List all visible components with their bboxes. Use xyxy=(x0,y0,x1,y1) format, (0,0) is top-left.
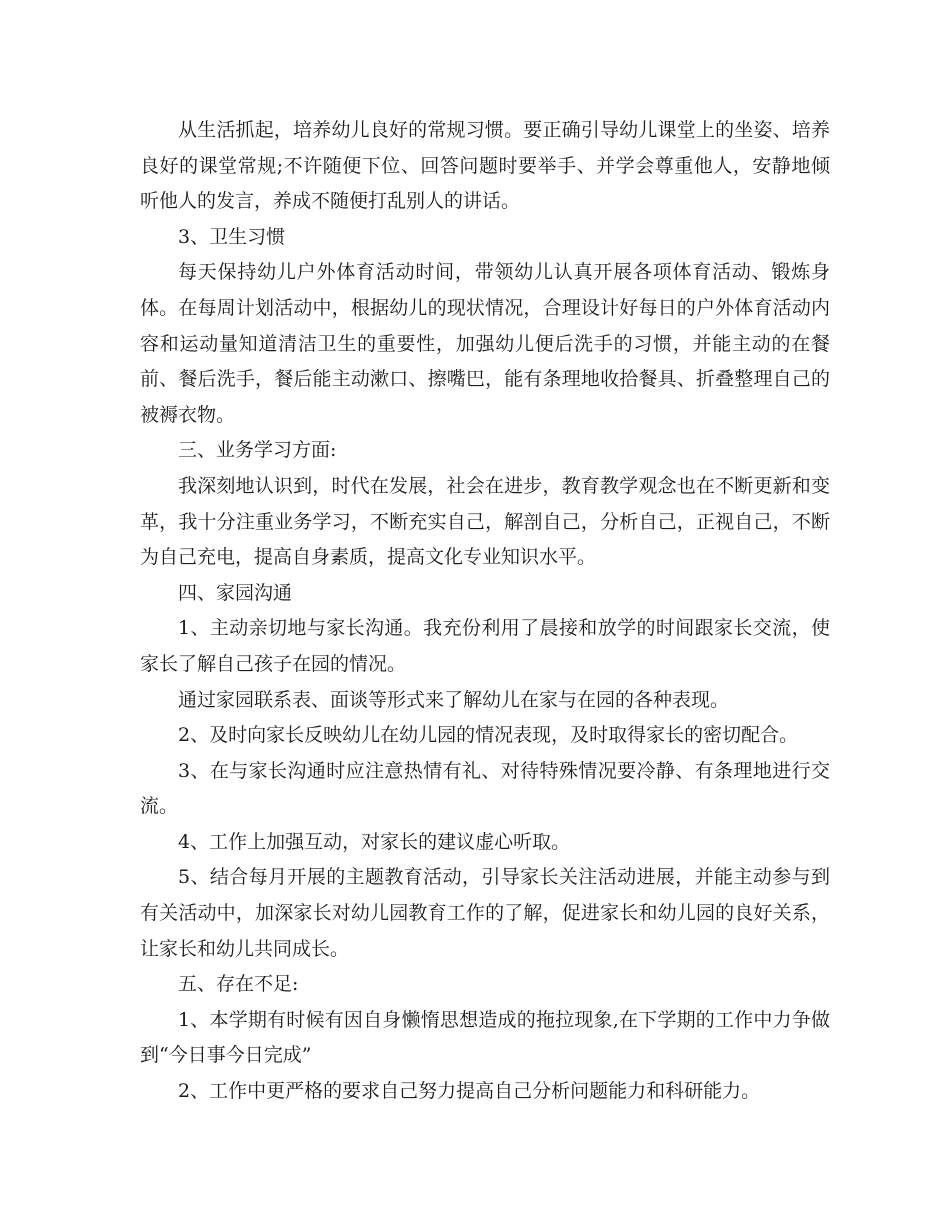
paragraph-communication-5: 5、结合每月开展的主题教育活动，引导家长关注活动进展，并能主动参与到有关活动中，加深家长对幼儿园教育工作的了解，促进家长和幼儿园的良好关系，让家长和幼儿共同成长。 xyxy=(140,866,830,960)
paragraph-hygiene: 每天保持幼儿户外体育活动时间，带领幼儿认真开展各项体育活动、锻炼身体。在每周计划活动中，根据幼儿的现状情况，合理设计好每日的户外体育活动内容和运动量知道清洁卫生的重要性，加强幼儿便后洗手的习惯，并能主动的在餐前、餐后洗手，餐后能主动漱口、擦嘴巴，能有条理地收拾餐具、折叠整理自己的被褥衣物。 xyxy=(140,261,830,426)
heading-home-school-communication: 四、家园沟通 xyxy=(178,581,293,604)
paragraph-communication-4: 4、工作上加强互动，对家长的建议虚心听取。 xyxy=(178,830,571,853)
heading-professional-study: 三、业务学习方面: xyxy=(178,439,337,462)
heading-hygiene-habits: 3、卫生习惯 xyxy=(178,225,286,248)
paragraph-communication-1: 1、主动亲切地与家长沟通。我充份利用了晨接和放学的时间跟家长交流，使家长了解自己孩子在园的情况。 xyxy=(140,617,830,675)
paragraph-shortcoming-2: 2、工作中更严格的要求自己努力提高自己分析问题能力和科研能力。 xyxy=(178,1080,761,1103)
paragraph-routine-habits: 从生活抓起，培养幼儿良好的常规习惯。要正确引导幼儿课堂上的坐姿、培养良好的课堂常规;不许随便下位、回答问题时要举手、并学会尊重他人，安静地倾听他人的发言，养成不随便打乱别人的讲话。 xyxy=(140,119,830,213)
paragraph-communication-contact: 通过家园联系表、面谈等形式来了解幼儿在家与在园的各种表现。 xyxy=(178,688,730,711)
document-body xyxy=(140,113,830,1110)
paragraph-communication-3: 3、在与家长沟通时应注意热情有礼、对待特殊情况要冷静、有条理地进行交流。 xyxy=(140,759,830,818)
paragraph-shortcoming-1: 1、本学期有时候有因自身懒惰思想造成的拖拉现象,在下学期的工作中力争做到“今日事今日完成” xyxy=(140,1008,830,1067)
heading-shortcomings: 五、存在不足: xyxy=(178,973,299,996)
paragraph-professional-study: 我深刻地认识到，时代在发展，社会在进步，教育教学观念也在不断更新和变革，我十分注重业务学习，不断充实自己，解剖自己，分析自己，正视自己，不断为自己充电，提高自身素质，提高文化专业知识水平。 xyxy=(140,474,830,569)
paragraph-communication-2: 2、及时向家长反映幼儿在幼儿园的情况表现，及时取得家长的密切配合。 xyxy=(178,724,799,747)
